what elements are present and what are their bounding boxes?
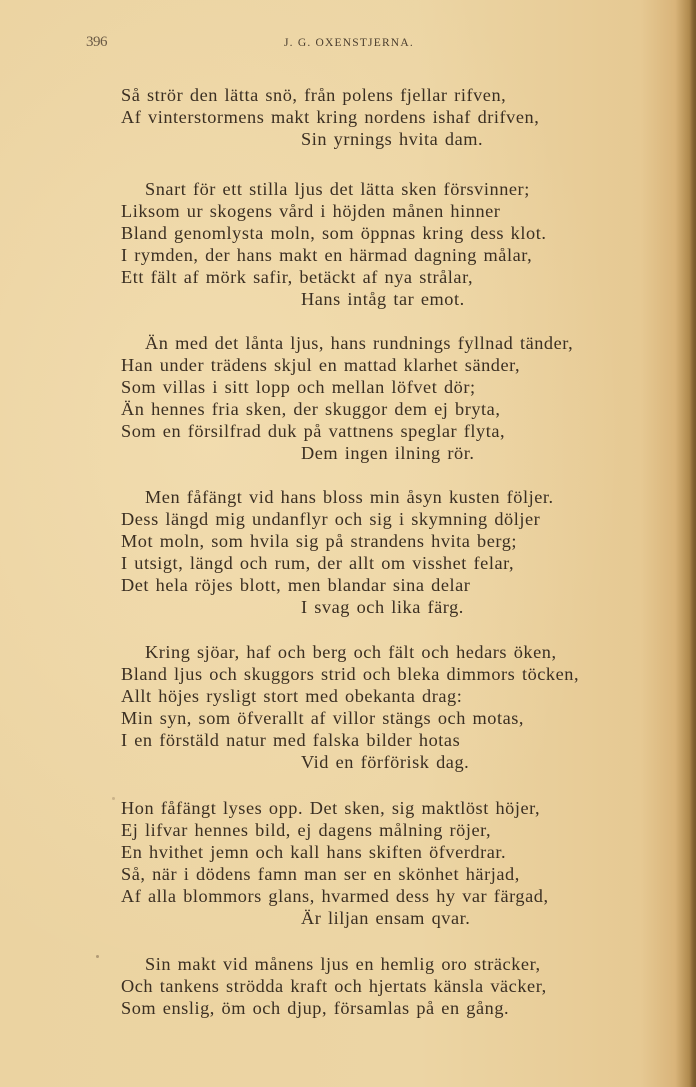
verse-line: Dess längd mig undanflyr och sig i skymning döljer	[121, 509, 541, 529]
verse-line: Bland ljus och skuggors strid och bleka dimmors töcken,	[121, 664, 580, 684]
stanza-1	[121, 84, 661, 150]
verse-line: Men fåfängt vid hans bloss min åsyn kusten följer.	[145, 487, 554, 507]
stanza-4	[121, 486, 661, 618]
verse-line: En hvithet jemn och kall hans skiften öfverdrar.	[121, 842, 507, 862]
verse-line: Som villas i sitt lopp och mellan löfvet dör;	[121, 377, 476, 397]
verse-line: I en förstäld natur med falska bilder hotas	[121, 730, 461, 750]
stanza-3	[121, 332, 661, 464]
verse-line: Än hennes fria sken, der skuggor dem ej bryta,	[121, 399, 501, 419]
stanza-5	[121, 641, 661, 773]
verse-refrain-line: Hans intåg tar emot.	[301, 289, 465, 309]
verse-refrain-line: Dem ingen ilning rör.	[301, 443, 475, 463]
verse-line: Mot moln, som hvila sig på strandens hvita berg;	[121, 531, 518, 551]
running-title: J. G. OXENSTJERNA.	[284, 37, 414, 49]
stanza-2	[121, 178, 661, 310]
verse-line: Än med det lånta ljus, hans rundnings fyllnad tänder,	[145, 333, 574, 353]
verse-line: Af alla blommors glans, hvarmed dess hy var färgad,	[121, 886, 549, 906]
poem-body	[121, 84, 661, 1042]
verse-line: Af vinterstormens makt kring nordens ishaf drifven,	[121, 107, 540, 127]
running-header	[86, 34, 546, 54]
stanza-6	[121, 797, 661, 929]
verse-line: Ett fält af mörk safir, betäckt af nya strålar,	[121, 267, 474, 287]
paper-speck	[112, 797, 115, 800]
verse-line: Snart för ett stilla ljus det lätta sken försvinner;	[145, 179, 530, 199]
verse-line: Kring sjöar, haf och berg och fält och hedars öken,	[145, 642, 557, 662]
verse-refrain-line: Är liljan ensam qvar.	[301, 908, 471, 928]
page-edge-shadow	[690, 0, 696, 1087]
verse-line: I utsigt, längd och rum, der allt om visshet felar,	[121, 553, 515, 573]
verse-line: Allt höjes rysligt stort med obekanta drag:	[121, 686, 463, 706]
page-number: 396	[86, 34, 107, 50]
stanza-7	[121, 953, 661, 1019]
verse-line: Som en försilfrad duk på vattnens speglar flyta,	[121, 421, 506, 441]
verse-line: Och tankens strödda kraft och hjertats känsla väcker,	[121, 976, 547, 996]
verse-line: Sin makt vid månens ljus en hemlig oro sträcker,	[145, 954, 541, 974]
verse-line: Så, när i dödens famn man ser en skönhet härjad,	[121, 864, 520, 884]
verse-line: Liksom ur skogens vård i höjden månen hinner	[121, 201, 501, 221]
verse-line: Han under trädens skjul en mattad klarhet sänder,	[121, 355, 521, 375]
verse-refrain-line: Vid en förförisk dag.	[301, 752, 470, 772]
verse-line: Det hela röjes blott, men blandar sina delar	[121, 575, 471, 595]
verse-refrain-line: I svag och lika färg.	[301, 597, 464, 617]
verse-line: Så strör den lätta snö, från polens fjellar rifven,	[121, 85, 507, 105]
verse-line: Som enslig, öm och djup, församlas på en gång.	[121, 998, 510, 1018]
verse-line: Ej lifvar hennes bild, ej dagens målning röjer,	[121, 820, 492, 840]
verse-line: Min syn, som öfverallt af villor stängs och motas,	[121, 708, 525, 728]
verse-refrain-line: Sin yrnings hvita dam.	[301, 129, 484, 149]
verse-line: Hon fåfängt lyses opp. Det sken, sig maktlöst höjer,	[121, 798, 541, 818]
verse-line: Bland genomlysta moln, som öppnas kring dess klot.	[121, 223, 547, 243]
paper-speck	[96, 955, 99, 958]
verse-line: I rymden, der hans makt en härmad dagning målar,	[121, 245, 533, 265]
